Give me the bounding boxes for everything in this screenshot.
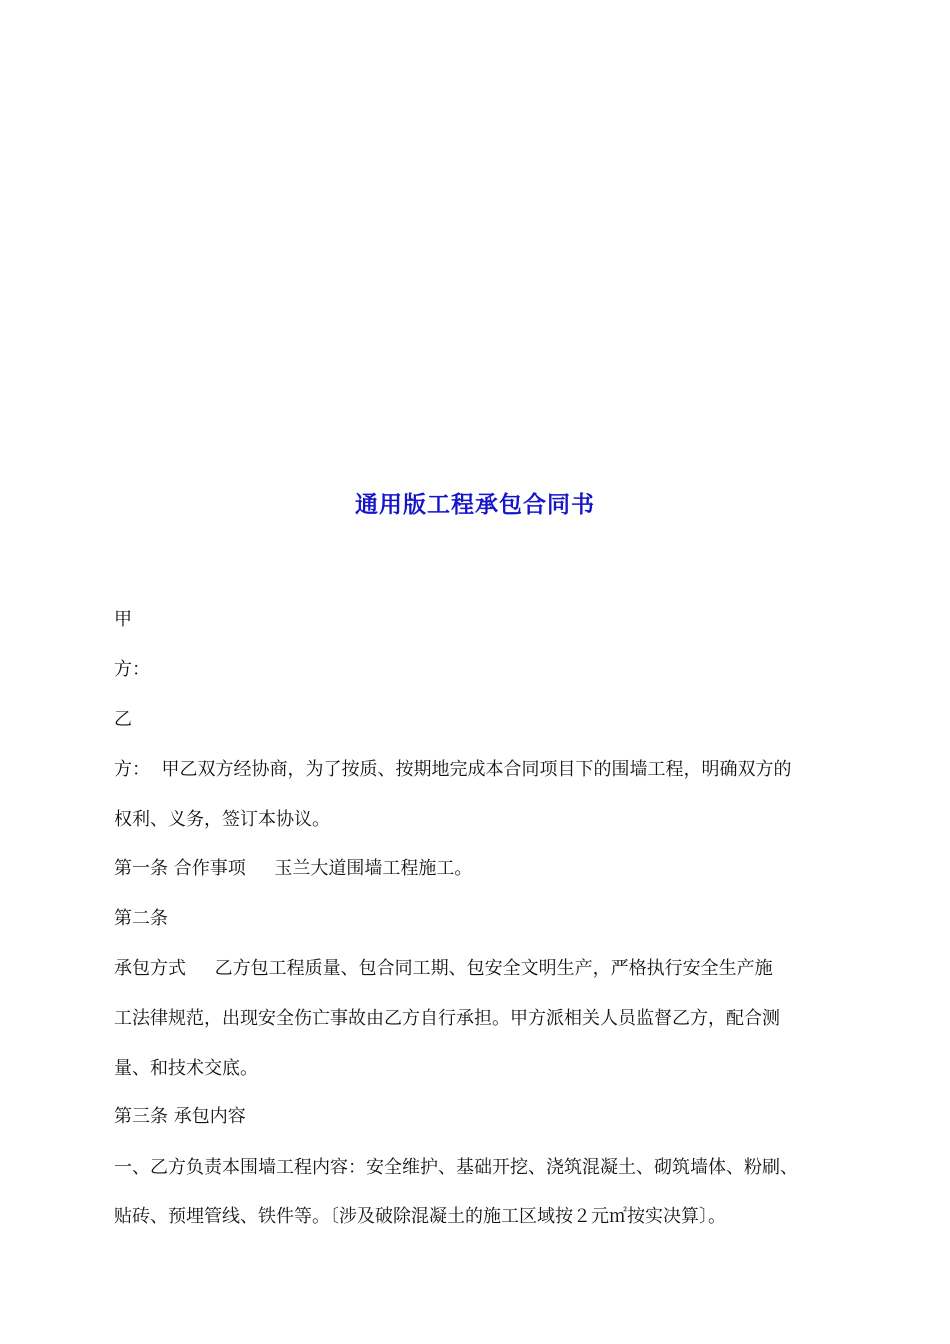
article-2-paragraph-line-1: 承包方式 乙方包工程质量、包合同工期、包安全文明生产，严格执行安全生产施	[114, 958, 773, 979]
article-3-item-1-line-1: 一、乙方负责本围墙工程内容：安全维护、基础开挖、浇筑混凝土、砌筑墙体、粉刷、	[114, 1157, 798, 1178]
article-3-heading: 第三条 承包内容	[114, 1106, 246, 1127]
party-b-label-line-1: 乙	[114, 709, 132, 730]
party-a-label-line-1: 甲	[114, 609, 132, 630]
document-title: 通用版工程承包合同书	[355, 491, 595, 518]
party-a-label-line-2: 方：	[114, 659, 150, 680]
article-1-cooperation: 第一条 合作事项 玉兰大道围墙工程施工。	[114, 858, 473, 879]
article-2-heading: 第二条	[114, 908, 168, 929]
party-b-intro-paragraph-line-1: 方： 甲乙双方经协商，为了按质、按期地完成本合同项目下的围墙工程，明确双方的	[114, 759, 792, 780]
article-2-paragraph-line-3: 量、和技术交底。	[114, 1058, 258, 1079]
intro-paragraph-line-2: 权利、义务，签订本协议。	[114, 809, 330, 830]
article-2-paragraph-line-2: 工法律规范，出现安全伤亡事故由乙方自行承担。甲方派相关人员监督乙方，配合测	[114, 1008, 780, 1029]
article-3-item-1-line-2: 贴砖、预埋管线、铁件等。〔涉及破除混凝土的施工区域按２元㎡按实决算〕。	[114, 1206, 726, 1227]
